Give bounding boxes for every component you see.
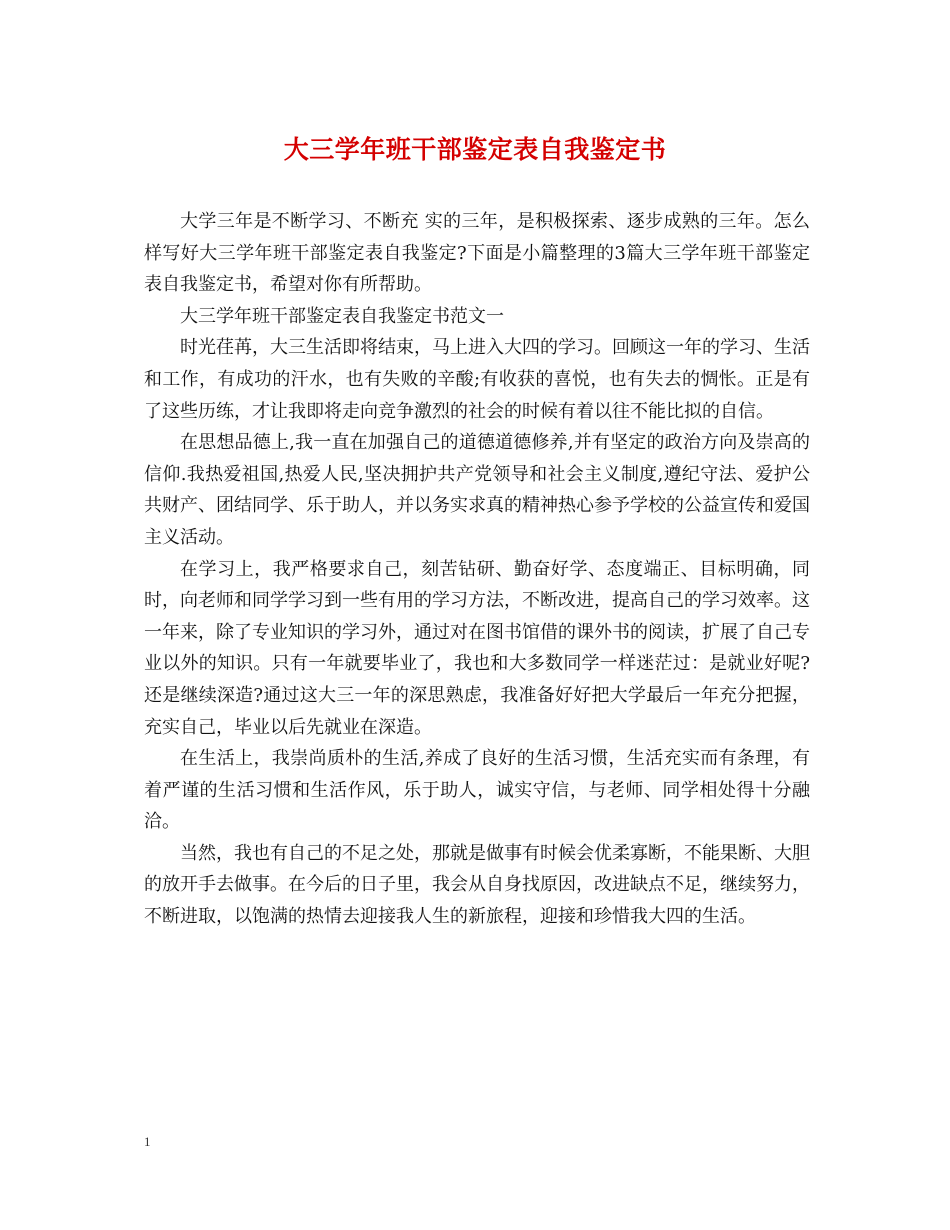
paragraph-life: 在生活上，我崇尚质朴的生活,养成了良好的生活习惯，生活充实而有条理，有着严谨的生活习惯和生活作风，乐于助人，诚实守信，与老师、同学相处得十分融洽。 xyxy=(144,748,810,833)
document-body xyxy=(144,206,810,933)
paragraph-study: 在学习上，我严格要求自己，刻苦钻研、勤奋好学、态度端正、目标明确，同时，向老师和同学学习到一些有用的学习方法，不断改进，提高自己的学习效率。这一年来，除了专业知识的学习外，通过对在图书馆借的课外书的阅读，扩展了自己专业以外的知识。只有一年就要毕业了，我也和大多数同学一样迷茫过：是就业好呢?还是继续深造?通过这大三一年的深思熟虑，我准备好好把大学最后一年充分把握，充实自己，毕业以后先就业在深造。 xyxy=(144,558,810,738)
paragraph-intro: 大学三年是不断学习、不断充 实的三年，是积极探索、逐步成熟的三年。怎么样写好大三学年班干部鉴定表自我鉴定?下面是小篇整理的3篇大三学年班干部鉴定表自我鉴定书，希望对你有所帮助。 xyxy=(144,211,810,296)
paragraph-shortcomings: 当然，我也有自己的不足之处，那就是做事有时候会优柔寡断，不能果断、大胆的放开手去做事。在今后的日子里，我会从自身找原因，改进缺点不足，继续努力，不断进取，以饱满的热情去迎接我人生的新旅程，迎接和珍惜我大四的生活。 xyxy=(144,842,810,928)
paragraph-review: 时光荏苒，大三生活即将结束，马上进入大四的学习。回顾这一年的学习、生活和工作，有成功的汗水，也有失败的辛酸;有收获的喜悦，也有失去的惆怅。正是有了这些历练，才让我即将走向竞争激烈的社会的时候有着以往不能比拟的自信。 xyxy=(144,337,810,422)
document-title: 大三学年班干部鉴定表自我鉴定书 xyxy=(283,135,667,164)
paragraph-sample-heading: 大三学年班干部鉴定表自我鉴定书范文一 xyxy=(180,305,504,327)
paragraph-ideology: 在思想品德上,我一直在加强自己的道德道德修养,并有坚定的政治方向及崇高的信仰.我热爱祖国,热爱人民,坚决拥护共产党领导和社会主义制度,遵纪守法、爱护公共财产、团结同学、乐于助人，并以务实求真的精神热心参予学校的公益宣传和爱国主义活动。 xyxy=(144,432,810,548)
page-number: 1 xyxy=(144,1134,151,1149)
